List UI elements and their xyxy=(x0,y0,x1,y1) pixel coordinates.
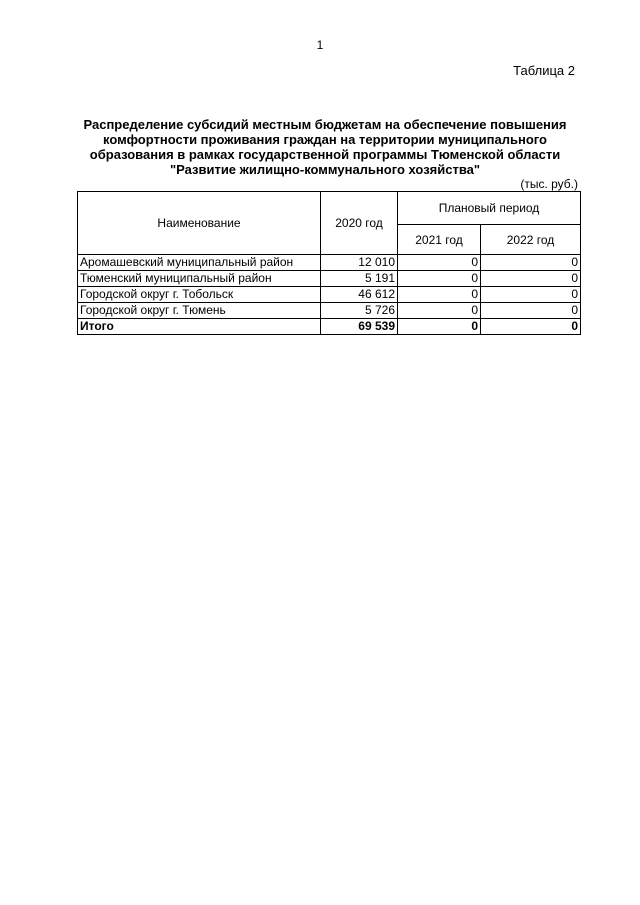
table-row xyxy=(78,271,581,287)
row-2020: 5 191 xyxy=(321,271,398,287)
table-row xyxy=(78,303,581,319)
subsidy-table xyxy=(77,191,581,335)
units-label: (тыс. руб.) xyxy=(520,177,578,191)
row-name: Городской округ г. Тюмень xyxy=(78,303,321,319)
table-row xyxy=(78,287,581,303)
row-2020: 46 612 xyxy=(321,287,398,303)
total-2020: 69 539 xyxy=(321,319,398,335)
document-title: Распределение субсидий местным бюджетам на обеспечение повышения комфортности проживания граждан на территории муниципального образования в рамках государственной программы Тюменской области "Развитие жилищно-коммунального хозяйства" xyxy=(83,117,567,177)
row-2022: 0 xyxy=(481,271,581,287)
total-row xyxy=(78,319,581,335)
header-name: Наименование xyxy=(78,192,321,255)
row-2022: 0 xyxy=(481,287,581,303)
row-2022: 0 xyxy=(481,303,581,319)
total-name: Итого xyxy=(78,319,321,335)
row-name: Аромашевский муниципальный район xyxy=(78,255,321,271)
header-planned-period: Плановый период xyxy=(398,192,581,225)
header-2022: 2022 год xyxy=(481,225,581,255)
row-2021: 0 xyxy=(398,271,481,287)
row-2021: 0 xyxy=(398,287,481,303)
row-2020: 12 010 xyxy=(321,255,398,271)
table-label: Таблица 2 xyxy=(513,63,575,78)
header-2020: 2020 год xyxy=(321,192,398,255)
total-2022: 0 xyxy=(481,319,581,335)
row-2021: 0 xyxy=(398,255,481,271)
row-2022: 0 xyxy=(481,255,581,271)
row-name: Тюменский муниципальный район xyxy=(78,271,321,287)
page-number: 1 xyxy=(316,38,324,52)
row-2021: 0 xyxy=(398,303,481,319)
total-2021: 0 xyxy=(398,319,481,335)
row-2020: 5 726 xyxy=(321,303,398,319)
header-2021: 2021 год xyxy=(398,225,481,255)
row-name: Городской округ г. Тобольск xyxy=(78,287,321,303)
table-row xyxy=(78,255,581,271)
